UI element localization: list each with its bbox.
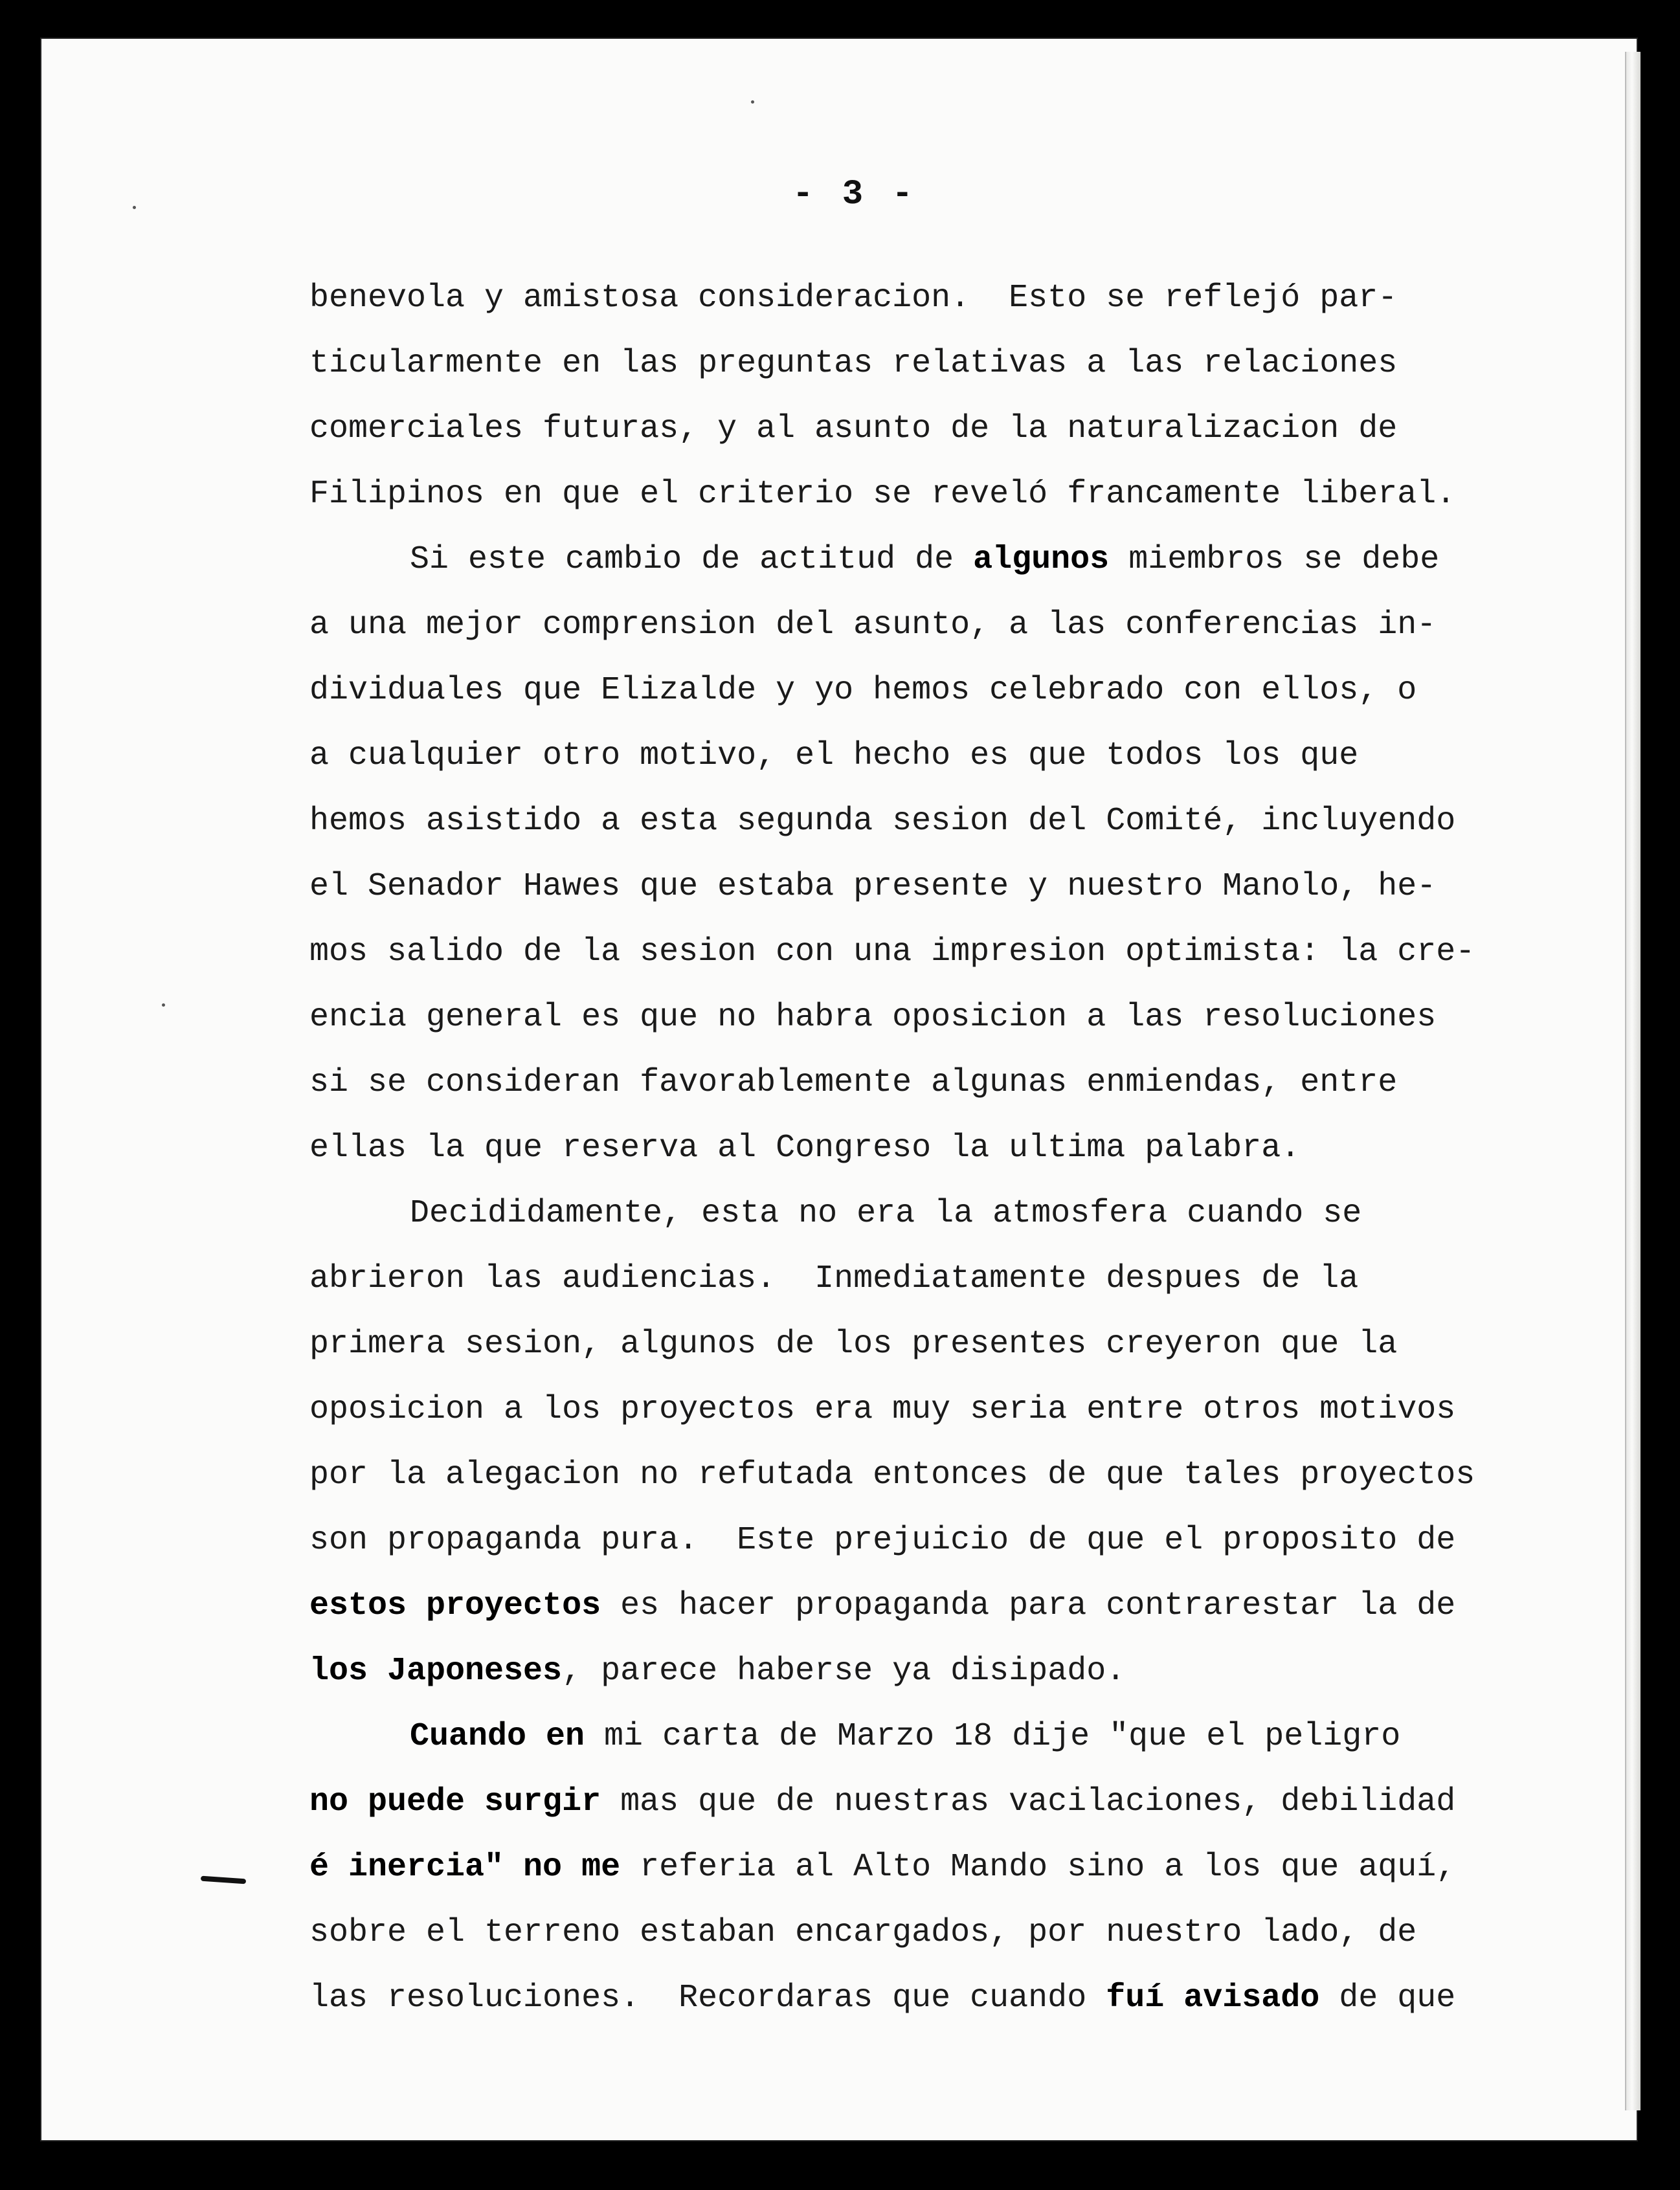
paragraph-first-line [309, 1704, 1540, 1769]
line-text: de que [1319, 1980, 1456, 2017]
line-text: oposicion a los proyectos era muy seria entre otros motivos [309, 1391, 1456, 1428]
text-line [309, 1050, 1540, 1115]
line-text-bold: fuí avisado [1106, 1980, 1320, 2017]
text-line [309, 1377, 1540, 1442]
paragraph-first-line [309, 1181, 1540, 1246]
text-line [309, 462, 1540, 527]
text-line [309, 1442, 1540, 1508]
text-line [309, 723, 1540, 788]
text-line [309, 1115, 1540, 1181]
line-text: Filipinos en que el criterio se reveló francamente liberal. [309, 476, 1456, 513]
line-text: el Senador Hawes que estaba presente y nuestro Manolo, he- [309, 868, 1437, 905]
text-line [309, 788, 1540, 854]
line-text: Si este cambio de actitud de [410, 541, 974, 578]
line-text: por la alegacion no refutada entonces de que tales proyectos [309, 1457, 1475, 1493]
line-text: sobre el terreno estaban encargados, por nuestro lado, de [309, 1914, 1417, 1951]
line-text: referia al Alto Mando sino a los que aquí, [620, 1849, 1456, 1886]
text-line [309, 1835, 1540, 1900]
line-text-bold: algunos [973, 541, 1110, 578]
scan-speck [162, 1003, 165, 1007]
line-text: las resoluciones. Recordaras que cuando [309, 1980, 1106, 2017]
line-text: son propaganda pura. Este prejuicio de que el proposito de [309, 1522, 1456, 1559]
line-text-bold: Cuando en [410, 1718, 585, 1755]
text-line [309, 1508, 1540, 1573]
line-text: si se consideran favorablemente algunas enmiendas, entre [309, 1064, 1398, 1101]
text-line [309, 1573, 1540, 1638]
text-line [309, 1638, 1540, 1704]
line-text: dividuales que Elizalde y yo hemos celebrado con ellos, o [309, 672, 1417, 709]
scan-speck [751, 100, 754, 104]
letter-body [309, 265, 1540, 2031]
page-edge [1625, 52, 1641, 2110]
line-text: mi carta de Marzo 18 dije "que el peligro [585, 1718, 1401, 1755]
text-line [309, 331, 1540, 396]
text-line [309, 1312, 1540, 1377]
line-text: miembros se debe [1109, 541, 1440, 578]
line-text: abrieron las audiencias. Inmediatamente despues de la [309, 1260, 1359, 1297]
line-text: es hacer propaganda para contrarestar la de [601, 1587, 1456, 1624]
text-line [309, 1965, 1540, 2031]
text-line [309, 396, 1540, 462]
line-text: ellas la que reserva al Congreso la ultima palabra. [309, 1130, 1301, 1167]
line-text: hemos asistido a esta segunda sesion del Comité, incluyendo [309, 803, 1456, 840]
line-text: a una mejor comprension del asunto, a las conferencias in- [309, 607, 1437, 643]
text-line [309, 985, 1540, 1050]
text-line [309, 1246, 1540, 1312]
line-text: a cualquier otro motivo, el hecho es que todos los que [309, 737, 1359, 774]
line-text: mas que de nuestras vacilaciones, debilidad [601, 1783, 1456, 1820]
text-line [309, 854, 1540, 919]
text-line [309, 265, 1540, 331]
line-text: comerciales futuras, y al asunto de la naturalizacion de [309, 410, 1398, 447]
line-text: mos salido de la sesion con una impresion optimista: la cre- [309, 933, 1475, 970]
line-text: encia general es que no habra oposicion a las resoluciones [309, 999, 1437, 1036]
line-text: primera sesion, algunos de los presentes creyeron que la [309, 1326, 1398, 1363]
text-line [309, 658, 1540, 723]
paragraph-first-line [309, 527, 1540, 592]
text-line [309, 919, 1540, 985]
text-line [309, 1900, 1540, 1965]
text-line [309, 1769, 1540, 1835]
line-text: , parece haberse ya disipado. [562, 1653, 1126, 1690]
line-text-bold: estos proyectos [309, 1587, 601, 1624]
line-text: benevola y amistosa consideracion. Esto se reflejó par- [309, 280, 1398, 317]
line-text: Decididamente, esta no era la atmosfera cuando se [410, 1195, 1362, 1232]
text-line [309, 592, 1540, 658]
line-text-bold: no puede surgir [309, 1783, 601, 1820]
page-number: - 3 - [792, 175, 917, 214]
line-text-bold: é inercia" no me [309, 1849, 621, 1886]
scan-speck [133, 206, 136, 209]
line-text: ticularmente en las preguntas relativas a las relaciones [309, 345, 1398, 382]
line-text-bold: los Japoneses [309, 1653, 563, 1690]
